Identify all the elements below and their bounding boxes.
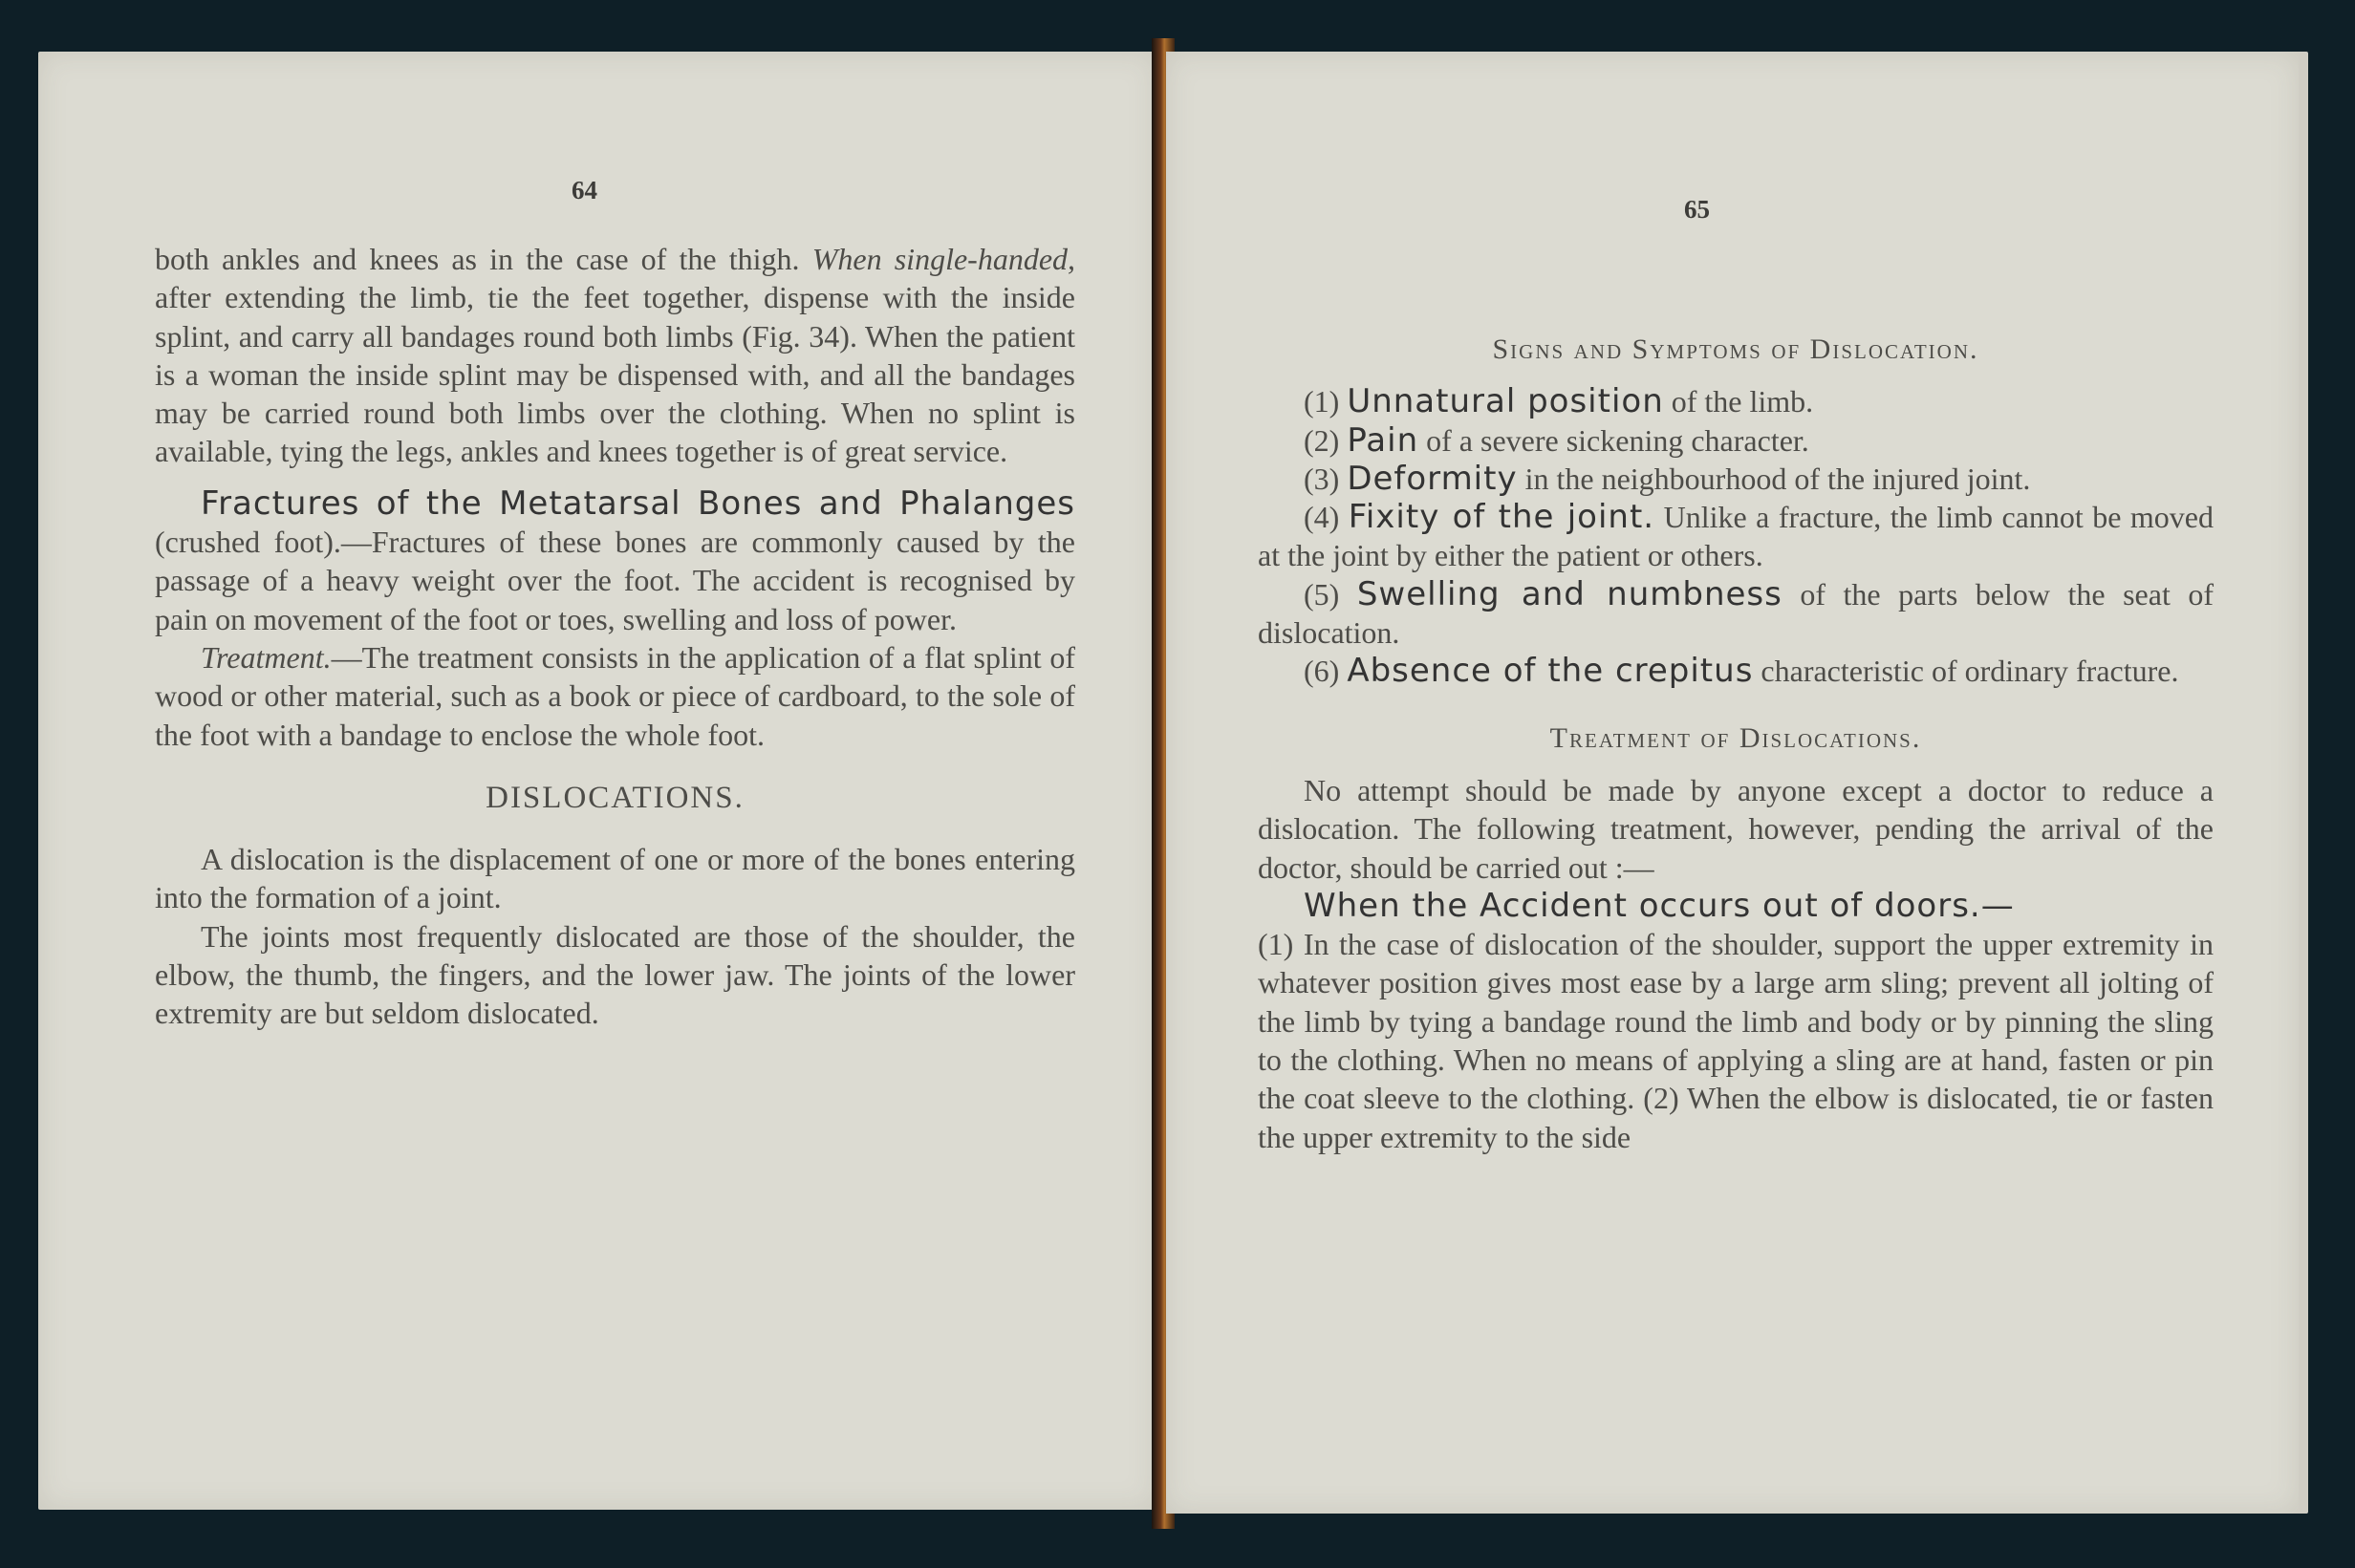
section-heading: Signs and Symptoms of Dislocation. bbox=[1492, 333, 1979, 365]
text: both ankles and knees as in the case of the thigh. bbox=[155, 242, 800, 276]
item-label: Absence of the crepitus bbox=[1347, 652, 1754, 691]
item-label: Fixity of the joint. bbox=[1348, 498, 1655, 537]
text: after extending the limb, tie the feet together, dispense with the inside splint, and carry all bandages round both limbs (Fig. 34). When the patient is a woman the inside splint may be dispensed with, and all the bandages may be carried round both limbs over the clothing. When no splint is available, tying the legs, ankles and knees together is of great service. bbox=[155, 280, 1075, 469]
paragraph bbox=[1258, 887, 2214, 925]
section-heading: Fractures of the Metatarsal Bones and Phalanges bbox=[201, 483, 1075, 523]
right-page bbox=[1166, 52, 2308, 1514]
list-item bbox=[1258, 382, 2214, 420]
italic-phrase: When single-handed, bbox=[811, 242, 1076, 276]
left-text-column bbox=[155, 240, 1075, 1033]
item-text: Unlike a fracture, the limb cannot be moved at the joint by either the patient or others. bbox=[1258, 500, 2214, 573]
list-item bbox=[1258, 421, 2214, 460]
item-number: (2) bbox=[1304, 422, 1340, 458]
item-number: (3) bbox=[1304, 461, 1340, 496]
paragraph bbox=[155, 240, 1075, 471]
paragraph bbox=[155, 484, 1075, 638]
item-text: of a severe sickening character. bbox=[1418, 422, 1809, 458]
chapter-heading: DISLOCATIONS. bbox=[486, 780, 745, 815]
item-text: of the parts below the seat of dislocation. bbox=[1258, 576, 2214, 651]
list-item bbox=[1258, 575, 2214, 653]
italic-label: Treatment. bbox=[201, 639, 332, 675]
page-number: 65 bbox=[1684, 195, 1710, 224]
item-number: (5) bbox=[1304, 576, 1340, 612]
item-number: (1) bbox=[1304, 384, 1340, 419]
text: (crushed foot).—Fractures of these bones are commonly caused by the passage of a heavy weight over the foot. The accident is recognised by pain on movement of the foot or toes, swelling and loss of power. bbox=[155, 525, 1075, 636]
item-text: characteristic of ordinary fracture. bbox=[1753, 654, 2179, 689]
paragraph: The joints most frequently dislocated are those of the shoulder, the elbow, the thumb, the fingers, and the lower jaw. The joints of the lower extremity are but seldom dislocated. bbox=[155, 918, 1075, 1031]
item-label: Deformity bbox=[1347, 459, 1518, 498]
text: —The treatment consists in the application of a flat splint of wood or other material, such as a book or piece of cardboard, to the sole of the foot with a bandage to enclose the whole foot. bbox=[155, 639, 1075, 752]
paragraph: No attempt should be made by anyone except a doctor to reduce a dislocation. The following treatment, however, pending the arrival of the doctor, should be carried out :— bbox=[1258, 772, 2214, 885]
list-item bbox=[1258, 498, 2214, 575]
item-text: in the neighbourhood of the injured joint. bbox=[1517, 461, 2031, 496]
item-label: Swelling and numbness bbox=[1356, 574, 1782, 613]
section-heading: Treatment of Dislocations. bbox=[1549, 721, 1922, 754]
item-number: (6) bbox=[1304, 654, 1340, 689]
left-page bbox=[38, 52, 1156, 1510]
paragraph: (1) In the case of dislocation of the shoulder, support the upper extremity in whatever position gives most ease by a large arm sling; prevent all jolting of the limb by tying a bandage round the limb and body or by pinning the sling to the clothing. When no means of applying a sling are at hand, fasten or pin the coat sleeve to the clothing. (2) When the elbow is dislocated, tie or fasten the upper extremity to the side bbox=[1258, 927, 2214, 1154]
list-item bbox=[1258, 652, 2214, 690]
subsection-heading: When the Accident occurs out of doors.— bbox=[1304, 886, 2015, 925]
right-text-column bbox=[1258, 331, 2214, 1156]
item-text: of the limb. bbox=[1663, 384, 1814, 419]
page-number: 64 bbox=[572, 176, 597, 204]
item-number: (4) bbox=[1304, 500, 1340, 535]
item-label: Unnatural position bbox=[1347, 382, 1664, 421]
list-item bbox=[1258, 460, 2214, 498]
item-label: Pain bbox=[1347, 420, 1419, 460]
paragraph: A dislocation is the displacement of one or more of the bones entering into the formation of a joint. bbox=[155, 842, 1075, 915]
paragraph bbox=[155, 638, 1075, 754]
